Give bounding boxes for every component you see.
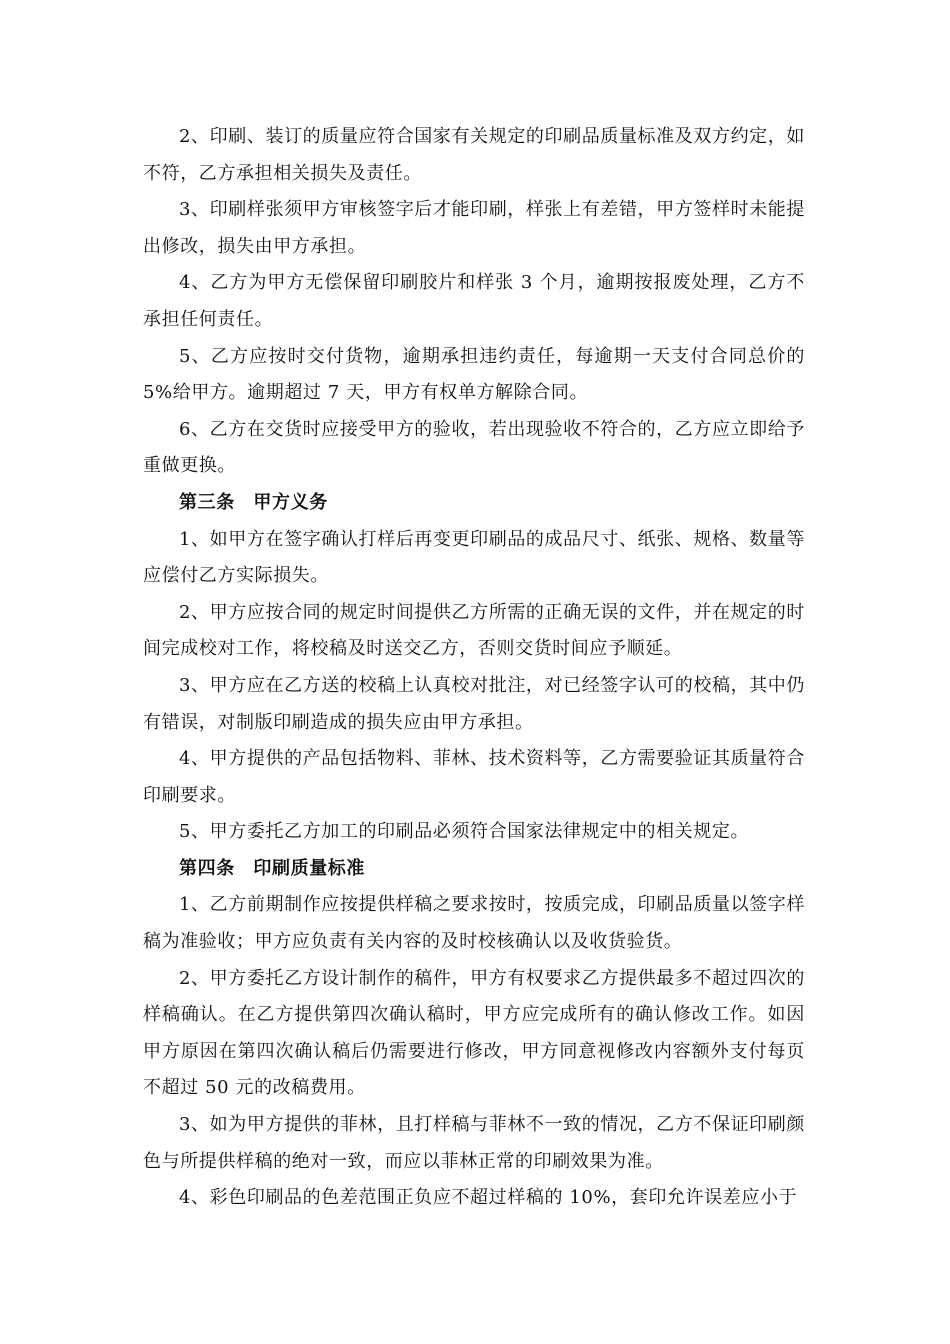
section-heading-article-4: 第四条 印刷质量标准 <box>179 857 365 879</box>
clause-4-3: 3、如为甲方提供的菲林，且打样稿与菲林不一致的情况，乙方不保证印刷颜色与所提供样稿的绝对一致，而应以菲林正常的印刷效果为准。 <box>143 1114 805 1172</box>
clause-3-5: 5、甲方委托乙方加工的印刷品必须符合国家法律规定中的相关规定。 <box>179 821 750 843</box>
clause-2-6: 6、乙方在交货时应接受甲方的验收，若出现验收不符合的，乙方应立即给予重做更换。 <box>143 418 805 477</box>
document-body <box>143 119 805 1217</box>
section-heading-article-3: 第三条 甲方义务 <box>179 491 328 513</box>
clause-4-1: 1、乙方前期制作应按提供样稿之要求按时，按质完成，印刷品质量以签字样稿为准验收；甲方应负责有关内容的及时校核确认以及收货验货。 <box>143 894 805 953</box>
clause-3-4: 4、甲方提供的产品包括物料、菲林、技术资料等，乙方需要验证其质量符合印刷要求。 <box>143 748 805 806</box>
clause-2-3: 3、印刷样张须甲方审核签字后才能印刷，样张上有差错，甲方签样时未能提出修改，损失由甲方承担。 <box>143 199 805 257</box>
clause-3-2: 2、甲方应按合同的规定时间提供乙方所需的正确无误的文件，并在规定的时间完成校对工作，将校稿及时送交乙方，否则交货时间应予顺延。 <box>143 601 805 660</box>
clause-3-3: 3、甲方应在乙方送的校稿上认真校对批注，对已经签字认可的校稿，其中仍有错误，对制版印刷造成的损失应由甲方承担。 <box>143 674 805 733</box>
clause-2-5: 5、乙方应按时交付货物，逾期承担违约责任，每逾期一天支付合同总价的5%给甲方。逾期超过 7 天，甲方有权单方解除合同。 <box>143 345 805 404</box>
clause-4-2: 2、甲方委托乙方设计制作的稿件，甲方有权要求乙方提供最多不超过四次的样稿确认。在乙方提供第四次确认稿时，甲方应完成所有的确认修改工作。如因甲方原因在第四次确认稿后仍需要进行修改，甲方同意视修改内容额外支付每页不超过 50 元的改稿费用。 <box>143 967 805 1099</box>
clause-3-1: 1、如甲方在签字确认打样后再变更印刷品的成品尺寸、纸张、规格、数量等应偿付乙方实际损失。 <box>143 528 805 587</box>
clause-2-4: 4、乙方为甲方无偿保留印刷胶片和样张 3 个月，逾期按报废处理，乙方不承担任何责任。 <box>143 272 805 330</box>
clause-2-2: 2、印刷、装订的质量应符合国家有关规定的印刷品质量标准及双方约定，如不符，乙方承担相关损失及责任。 <box>143 126 805 184</box>
clause-4-4: 4、彩色印刷品的色差范围正负应不超过样稿的 10%，套印允许误差应小于 <box>179 1187 798 1209</box>
